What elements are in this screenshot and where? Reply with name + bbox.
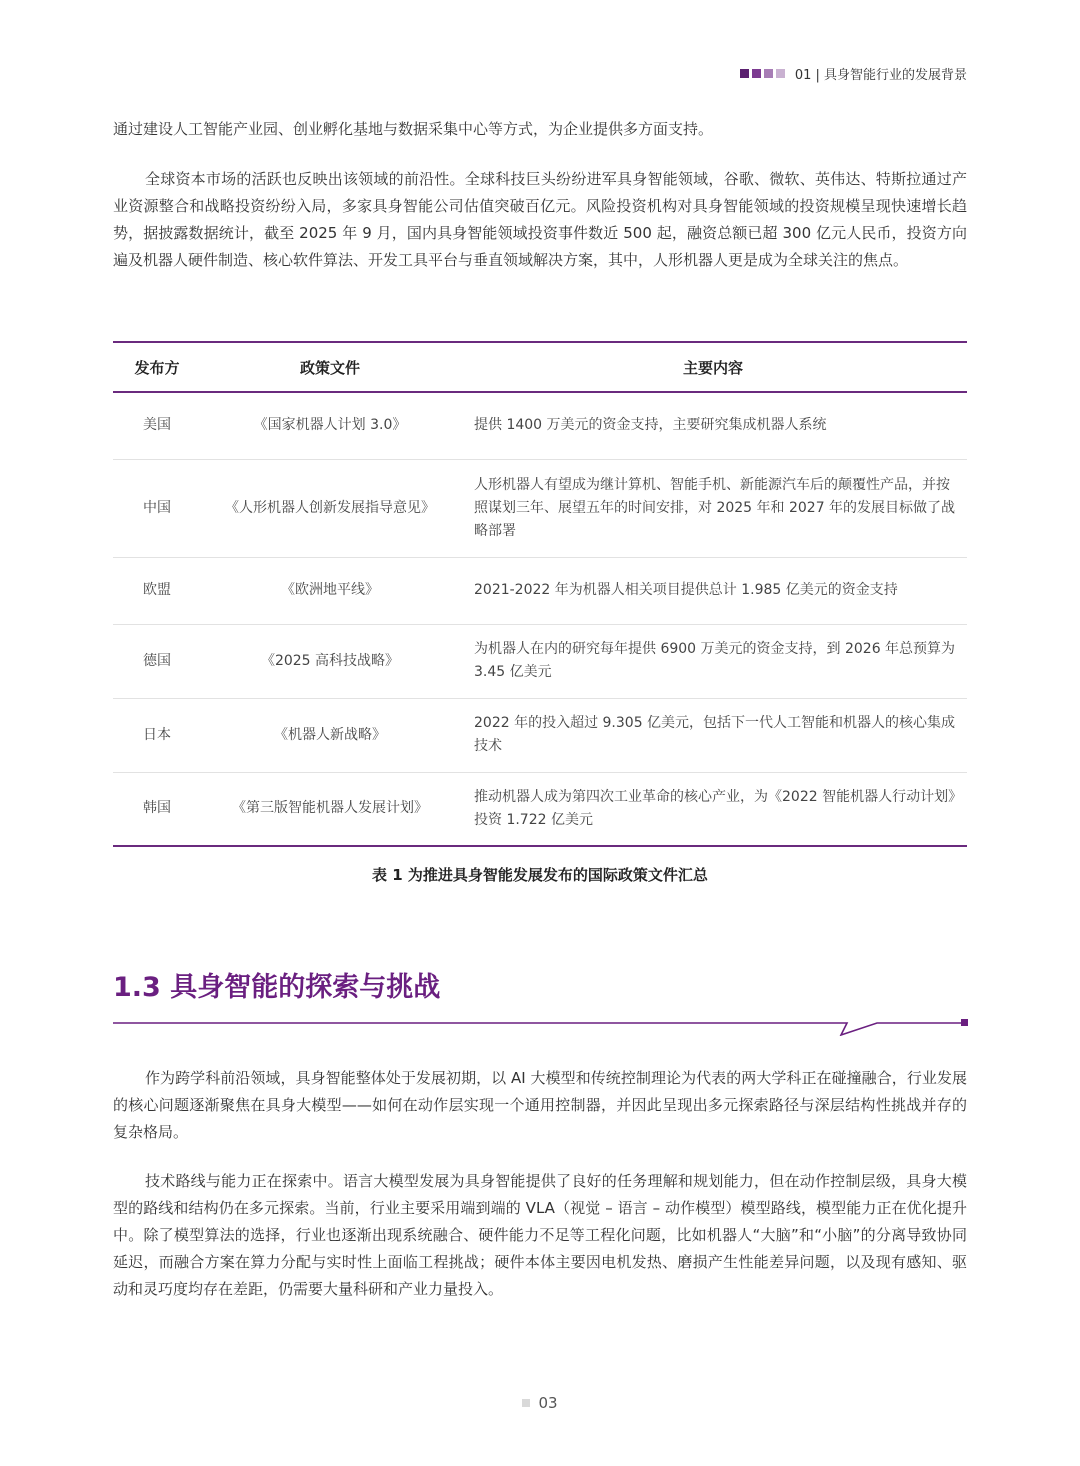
cell-policy-document: 《2025 高科技战略》	[201, 624, 459, 698]
table-row	[113, 772, 967, 846]
cell-publisher: 美国	[113, 392, 201, 459]
cell-publisher: 中国	[113, 459, 201, 557]
cell-publisher: 韩国	[113, 772, 201, 846]
cell-main-content: 2021-2022 年为机器人相关项目提供总计 1.985 亿美元的资金支持	[459, 557, 967, 624]
running-header	[740, 64, 967, 83]
cell-main-content: 人形机器人有望成为继计算机、智能手机、新能源汽车后的颠覆性产品，并按照谋划三年、展望五年的时间安排，对 2025 年和 2027 年的发展目标做了战略部署	[459, 459, 967, 557]
table-row	[113, 698, 967, 772]
cell-main-content: 提供 1400 万美元的资金支持，主要研究集成机器人系统	[459, 392, 967, 459]
cell-policy-document: 《欧洲地平线》	[201, 557, 459, 624]
cell-publisher: 日本	[113, 698, 201, 772]
paragraph-exploration: 作为跨学科前沿领域，具身智能整体处于发展初期，以 AI 大模型和传统控制理论为代表的两大学科正在碰撞融合，行业发展的核心问题逐渐聚焦在具身大模型——如何在动作层实现一个通用控制器，并因此呈现出多元探索路径与深层结构性挑战并存的复杂格局。	[113, 1069, 967, 1141]
page-number	[0, 1394, 1080, 1412]
header-section-label: 01 | 具身智能行业的发展背景	[794, 68, 967, 83]
paragraph-intro-continuation: 通过建设人工智能产业园、创业孵化基地与数据采集中心等方式，为企业提供多方面支持。	[113, 120, 714, 138]
paragraph-capital-market: 全球资本市场的活跃也反映出该领域的前沿性。全球科技巨头纷纷进军具身智能领域，谷歌、微软、英伟达、特斯拉通过产业资源整合和战略投资纷纷入局，多家具身智能公司估值突破百亿元。风险投资机构对具身智能领域的投资规模呈现快速增长趋势，据披露数据统计，截至 2025 年 9 月，国内具身智能领域投资事件数近 500 起，融资总额已超 300 亿元人民币，投资方向遍及机器人硬件制造、核心软件算法、开发工具平台与垂直领域解决方案，其中，人形机器人更是成为全球关注的焦点。	[113, 170, 967, 269]
table-header-row	[113, 342, 967, 392]
cell-policy-document: 《国家机器人计划 3.0》	[201, 392, 459, 459]
table-row	[113, 392, 967, 459]
table-row	[113, 557, 967, 624]
col-header-main-content: 主要内容	[459, 342, 967, 392]
table-row	[113, 624, 967, 698]
section-divider	[113, 1016, 969, 1036]
cell-main-content: 推动机器人成为第四次工业革命的核心产业，为《2022 智能机器人行动计划》投资 1.722 亿美元	[459, 772, 967, 846]
cell-main-content: 2022 年的投入超过 9.305 亿美元，包括下一代人工智能和机器人的核心集成技术	[459, 698, 967, 772]
policy-table-container	[113, 341, 967, 847]
cell-main-content: 为机器人在内的研究每年提供 6900 万美元的资金支持，到 2026 年总预算为 3.45 亿美元	[459, 624, 967, 698]
cell-policy-document: 《人形机器人创新发展指导意见》	[201, 459, 459, 557]
policy-table	[113, 341, 967, 847]
header-squares-icon	[740, 69, 785, 78]
table-caption: 表 1 为推进具身智能发展发布的国际政策文件汇总	[372, 866, 708, 884]
col-header-policy-document: 政策文件	[201, 342, 459, 392]
cell-publisher: 欧盟	[113, 557, 201, 624]
col-header-publisher: 发布方	[113, 342, 201, 392]
cell-policy-document: 《第三版智能机器人发展计划》	[201, 772, 459, 846]
cell-policy-document: 《机器人新战略》	[201, 698, 459, 772]
section-title: 1.3 具身智能的探索与挑战	[113, 972, 441, 1003]
table-row	[113, 459, 967, 557]
paragraph-technical-route: 技术路线与能力正在探索中。语言大模型发展为具身智能提供了良好的任务理解和规划能力，但在动作控制层级，具身大模型的路线和结构仍在多元探索。当前，行业主要采用端到端的 VLA（视觉 – 语言 – 动作模型）模型路线，模型能力正在优化提升中。除了模型算法的选择，行业也逐渐出现系统融合、硬件能力不足等工程化问题，比如机器人“大脑”和“小脑”的分离导致协同延迟，而融合方案在算力分配与实时性上面临工程挑战；硬件本体主要因电机发热、磨损产生性能差异问题，以及现有感知、驱动和灵巧度均存在差距，仍需要大量科研和产业力量投入。	[113, 1172, 967, 1298]
page-marker-icon	[522, 1399, 530, 1407]
cell-publisher: 德国	[113, 624, 201, 698]
page-number-text: 03	[538, 1394, 558, 1412]
